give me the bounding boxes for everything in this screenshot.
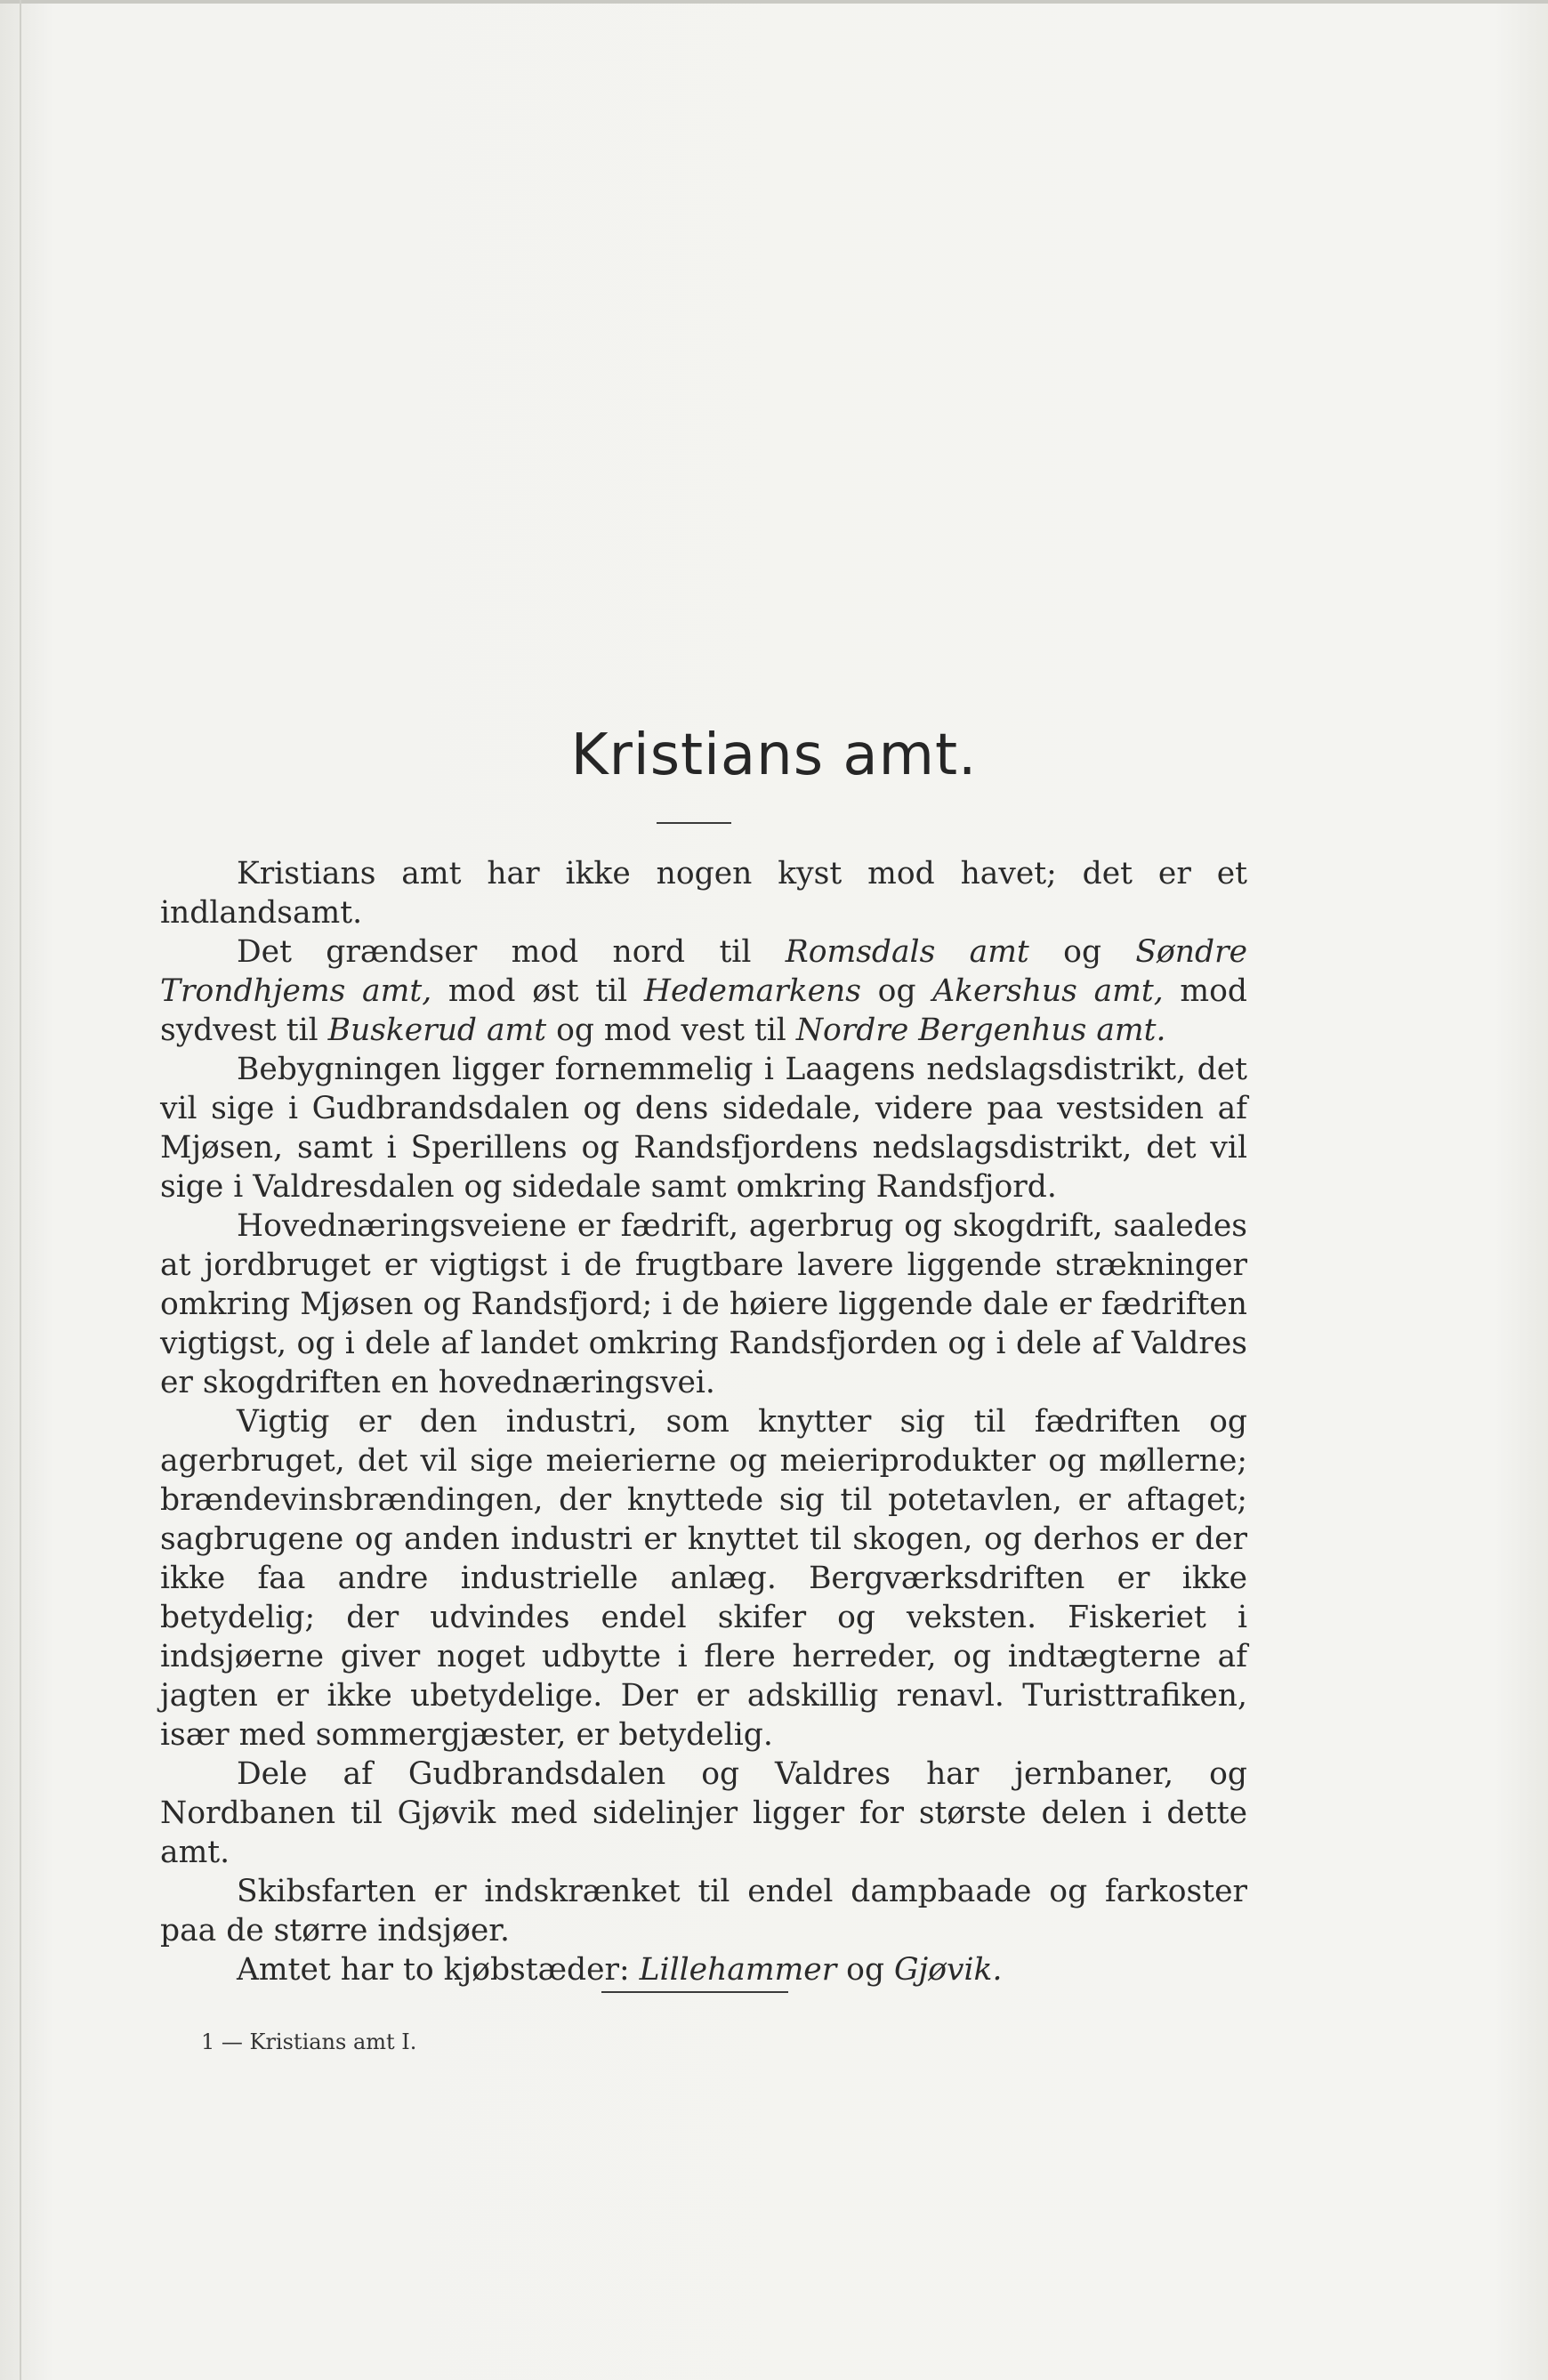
place-nordre-bergenhus: Nordre Bergenhus amt. bbox=[795, 1013, 1166, 1048]
paragraph-3: Bebygningen ligger fornemmelig i Laagens nedslagsdistrikt, det vil sige i Gudbrandsdalen og dens sidedale, videre paa vestsiden af Mjøsen, samt i Sperillens og Randsfjordens nedslagsdistrikt, det vil sige i Valdresdalen og sidedale samt omkring Randsfjord. bbox=[160, 1052, 1247, 1205]
place-sondre-trondhjems: Søndre Trondhjems amt, bbox=[160, 934, 1248, 1009]
town-lillehammer: Lillehammer bbox=[639, 1952, 837, 1988]
paragraph-2: Det grændser mod nord til Romsdals amt og Søndre Trondhjems amt, mod øst til Hedemarkens og Akershus amt, mod sydvest til Buskerud amt og mod vest til Nordre Bergenhus amt. bbox=[160, 934, 1248, 1048]
paragraph-5: Vigtig er den industri, som knytter sig til fædriften og agerbruget, det vil sige meierierne og meieriprodukter og møllerne; brændevinsbrændingen, der knyttede sig til potetavlen, er aftaget; sagbrugene og anden industri er knyttet til skogen, og derhos er der ikke faa andre industrielle anlæg. Bergværksdriften er ikke betydelig; der udvindes endel skifer og veksten. Fiskeriet i indsjøerne giver noget udbytte i flere herreder, og indtægterne af jagten er ikke ubetydelige. Der er adskillig renavl. Turisttrafiken, især med sommergjæster, er betydelig. bbox=[160, 1404, 1247, 1753]
page-title: Kristians amt. bbox=[570, 722, 978, 788]
page-edge-top bbox=[0, 0, 1548, 4]
paragraph-8: Amtet har to kjøbstæder: Lillehammer og Gjøvik. bbox=[237, 1952, 1003, 1988]
place-akershus: Akershus amt, bbox=[932, 973, 1164, 1009]
body-text bbox=[160, 854, 1247, 1989]
paragraph-1: Kristians amt har ikke nogen kyst mod havet; det er et indlandsamt. bbox=[160, 856, 1247, 931]
town-gjovik: Gjøvik. bbox=[894, 1952, 1003, 1988]
paragraph-7: Skibsfarten er indskrænket til endel dampbaade og farkoster paa de større indsjøer. bbox=[160, 1874, 1247, 1948]
paragraph-4: Hovednæringsveiene er fædrift, agerbrug og skogdrift, saaledes at jordbruget er vigtigst i de frugtbare lavere liggende strækninger omkring Mjøsen og Randsfjord; i de høiere liggende dale er fædriften vigtigst, og i dele af landet omkring Randsfjorden og i dele af Valdres er skogdriften en hovednæringsvei. bbox=[160, 1208, 1247, 1400]
end-divider bbox=[601, 1991, 788, 1993]
place-hedemarkens: Hedemarkens bbox=[643, 973, 861, 1009]
place-romsdals: Romsdals amt bbox=[785, 934, 1029, 970]
page-edge-left bbox=[20, 0, 21, 2380]
footer-signature: 1 — Kristians amt I. bbox=[201, 2029, 417, 2054]
paragraph-6: Dele af Gudbrandsdalen og Valdres har jernbaner, og Nordbanen til Gjøvik med sidelinjer ligger for største delen i dette amt. bbox=[160, 1756, 1247, 1870]
title-divider bbox=[657, 822, 731, 824]
place-buskerud: Buskerud amt bbox=[327, 1013, 547, 1048]
